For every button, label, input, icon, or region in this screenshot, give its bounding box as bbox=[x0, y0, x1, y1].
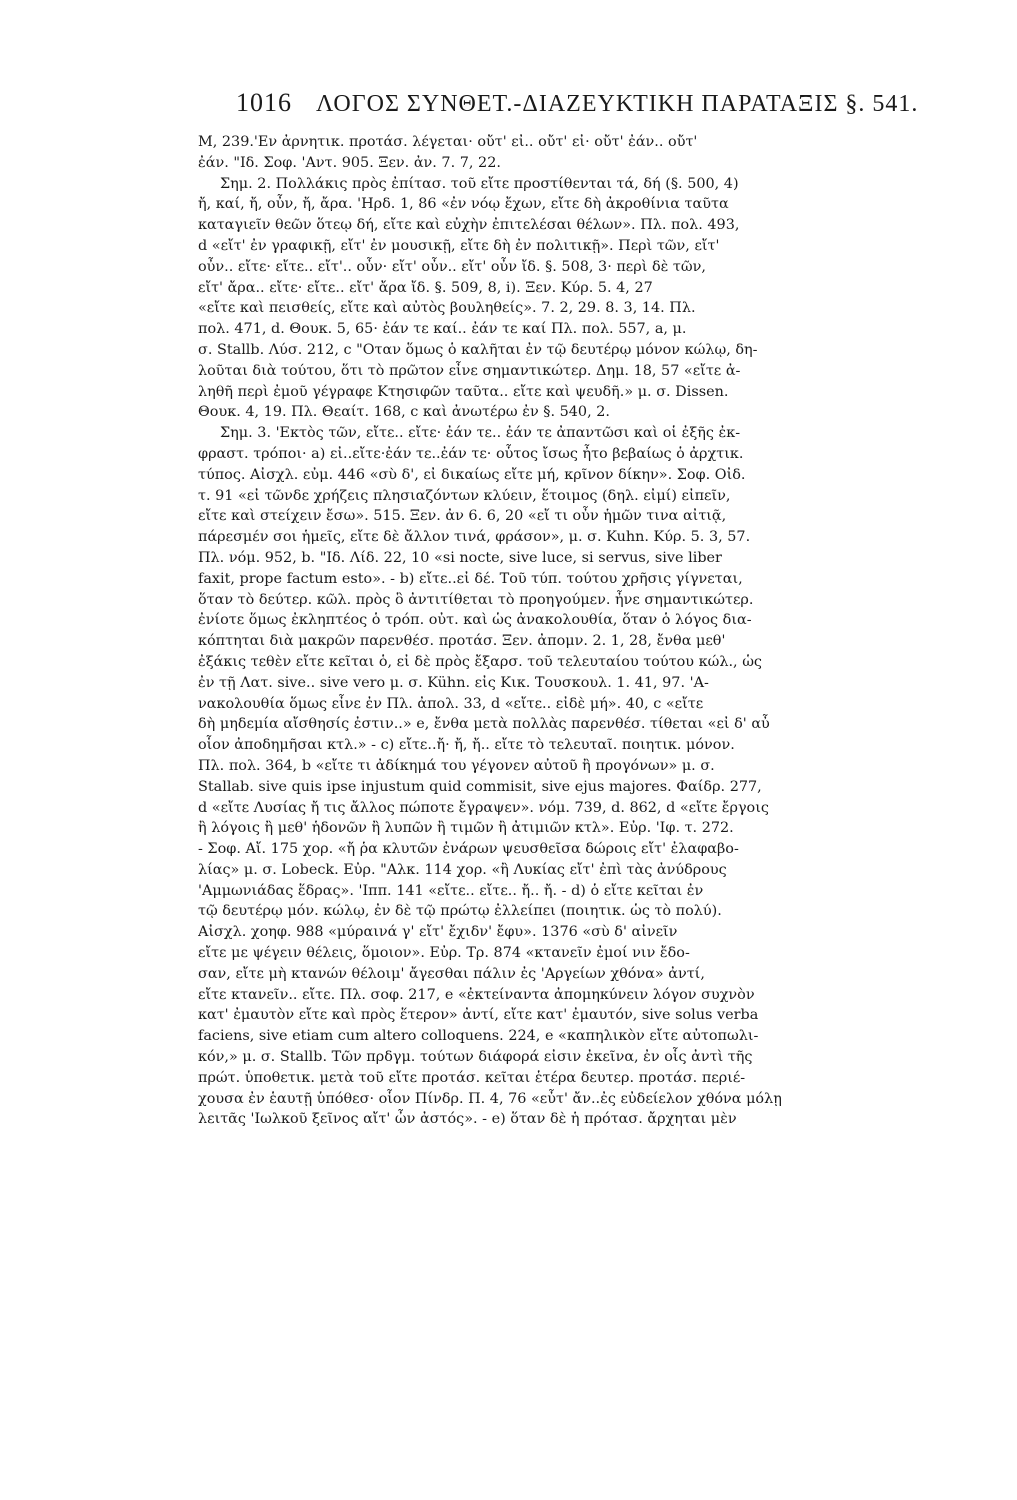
text-line: ἐάν. "Ιδ. Σοφ. 'Αντ. 905. Ξεν. ἀν. 7. 7, 22. bbox=[198, 154, 501, 171]
text-line: ἐνίοτε ὅμως ἐκληπτέος ὁ τρόπ. οὐτ. καὶ ὡς ἀνακολουθία, ὅταν ὁ λόγος δια- bbox=[198, 612, 752, 629]
text-line: φραστ. τρόποι· a) εἰ..εἴτε·ἐάν τε..ἐάν τε· οὗτος ἴσως ἦτο βεβαίως ὁ ἀρχτικ. bbox=[198, 445, 744, 462]
text-line: Σημ. 3. 'Εκτὸς τῶν, εἴτε.. εἴτε· ἐάν τε.. ἐάν τε ἀπαντῶσι καὶ οἱ ἐξῆς ἐκ- bbox=[220, 425, 741, 442]
text-line: - Σοφ. Αἴ. 175 χορ. «ἤ ῥα κλυτῶν ἐνάρων ψευσθεῖσα δώροις εἴτ' ἐλαφαβο- bbox=[198, 841, 739, 858]
text-line: d «εἴτ' ἐν γραφικῇ, εἴτ' ἐν μουσικῇ, εἴτε δὴ ἐν πολιτικῇ». Περὶ τῶν, εἴτ' bbox=[198, 237, 720, 254]
text-line: σαν, εἴτε μὴ κτανών θέλοιμ' ἄγεσθαι πάλιν ἐς 'Αργείων χθόνα» ἀντί, bbox=[198, 965, 705, 982]
text-line: χουσα ἐν ἑαυτῇ ὑπόθεσ· οἷον Πίνδρ. Π. 4, 76 «εὖτ' ἄν..ἐς εὐδείελον χθόνα μόλῃ bbox=[198, 1090, 782, 1107]
text-line: 'Αμμωνιάδας ἕδρας». 'Ιππ. 141 «εἴτε.. εἴτε.. ἤ.. ἤ. - d) ὁ εἴτε κεῖται ἐν bbox=[198, 882, 704, 899]
text-line: Θουκ. 4, 19. Πλ. Θεαίτ. 168, c καὶ ἀνωτέρω ἐν §. 540, 2. bbox=[198, 404, 610, 421]
text-line: d «εἴτε Λυσίας ἤ τις ἄλλος πώποτε ἔγραψεν». νόμ. 739, d. 862, d «εἴτε ἔργοις bbox=[198, 799, 769, 816]
text-line: ἐξάκις τεθὲν εἴτε κεῖται ὁ, εἰ δὲ πρὸς ἔξαρσ. τοῦ τελευταίου τούτου κώλ., ὡς bbox=[198, 653, 762, 670]
text-line: δὴ μηδεμία αἴσθησίς ἐστιν..» e, ἔνθα μετὰ πολλὰς παρενθέσ. τίθεται «εἰ δ' αὖ bbox=[198, 716, 770, 733]
text-line: Αἰσχλ. χοηφ. 988 «μύραινά γ' εἴτ' ἔχιδν' ἔφυ». 1376 «σὺ δ' αἰνεῖν bbox=[198, 924, 678, 941]
text-line: κόν,» μ. σ. Stallb. Τῶν πρδγμ. τούτων διάφορά εἰσιν ἐκεῖνα, ἐν οἷς ἀντὶ τῆς bbox=[198, 1049, 753, 1066]
text-line: «εἴτε καὶ πεισθείς, εἴτε καὶ αὐτὸς βουληθείς». 7. 2, 29. 8. 3, 14. Πλ. bbox=[198, 300, 696, 317]
text-line: λοῦται διὰ τούτου, ὅτι τὸ πρῶτον εἶνε σημαντικώτερ. Δημ. 18, 57 «εἴτε ἀ- bbox=[198, 362, 741, 379]
text-line: M, 239.'Εν ἀρνητικ. προτάσ. λέγεται· οὔτ' εἰ.. οὔτ' εἰ· οὔτ' ἐάν.. οὔτ' bbox=[198, 134, 698, 150]
text-line: ἤ, καί, ἤ, οὖν, ἤ, ἄρα. 'Ηρδ. 1, 86 «ἐν νόῳ ἔχων, εἴτε δὴ ἀκροθίνια ταῦτα bbox=[198, 196, 729, 213]
text-line: faciens, sive etiam cum altero colloquens. 224, e «καπηλικὸν εἴτε αὐτοπωλι- bbox=[198, 1028, 759, 1045]
body-text bbox=[198, 132, 908, 1130]
text-line: τῷ δευτέρῳ μόν. κώλῳ, ἐν δὲ τῷ πρώτῳ ἐλλείπει (ποιητικ. ὡς τὸ πολύ). bbox=[198, 903, 722, 920]
text-line: τ. 91 «εἰ τῶνδε χρήζεις πλησιαζόντων κλύειν, ἕτοιμος (δηλ. εἰμί) εἰπεῖν, bbox=[198, 487, 731, 504]
page-number: 1016 bbox=[236, 88, 292, 117]
text-line: τύπος. Αἰσχλ. εὐμ. 446 «σὺ δ', εἰ δικαίως εἴτε μή, κρῖνον δίκην». Σοφ. Οἰδ. bbox=[198, 466, 746, 483]
text-line: καταγιεῖν θεῶν ὅτεῳ δή, εἴτε καὶ εὐχὴν ἐπιτελέσαι θέλων». Πλ. πολ. 493, bbox=[198, 217, 740, 234]
text-line: πάρεσμέν σοι ἡμεῖς, εἴτε δὲ ἄλλον τινά, φράσον», μ. σ. Kuhn. Κύρ. 5. 3, 57. bbox=[198, 529, 751, 546]
text-line: Σημ. 2. Πολλάκις πρὸς ἐπίτασ. τοῦ εἴτε προστίθενται τά, δή (§. 500, 4) bbox=[220, 175, 739, 192]
text-line: ληθῆ περὶ ἐμοῦ γέγραφε Κτησιφῶν ταῦτα.. εἴτε καὶ ψευδῆ.» μ. σ. Dissen. bbox=[198, 383, 729, 400]
text-line: ἢ λόγοις ἢ μεθ' ἡδονῶν ἢ λυπῶν ἢ τιμῶν ἢ ἀτιμιῶν κτλ». Εὐρ. 'Ιφ. τ. 272. bbox=[198, 820, 734, 837]
page-header bbox=[236, 88, 936, 128]
text-line: οἷον ἀποδημῆσαι κτλ.» - c) εἴτε..ἤ· ἤ, ἤ.. εἴτε τὸ τελευταῖ. ποιητικ. μόνον. bbox=[198, 737, 735, 754]
text-line: πρώτ. ὑποθετικ. μετὰ τοῦ εἴτε προτάσ. κεῖται ἑτέρα δευτερ. προτάσ. περιέ- bbox=[198, 1069, 746, 1086]
text-line: κόπτηται διὰ μακρῶν παρενθέσ. προτάσ. Ξεν. ἀπομν. 2. 1, 28, ἔνθα μεθ' bbox=[198, 633, 726, 650]
text-line: εἴτε με ψέγειν θέλεις, ὅμοιον». Εὐρ. Τρ. 874 «κτανεῖν ἐμοί νιν ἔδο- bbox=[198, 945, 690, 962]
text-line: ὅταν τὸ δεύτερ. κῶλ. πρὸς ὃ ἀντιτίθεται τὸ προηγούμεν. ἦνε σημαντικώτερ. bbox=[198, 591, 754, 608]
text-line: οὖν.. εἴτε· εἴτε.. εἴτ'.. οὖν· εἴτ' οὖν.. εἴτ' οὖν ἴδ. §. 508, 3· περὶ δὲ τῶν, bbox=[198, 258, 706, 275]
text-line: εἴτε καὶ στείχειν ἔσω». 515. Ξεν. ἀν 6. 6, 20 «εἴ τι οὖν ἡμῶν τινα αἰτιᾷ, bbox=[198, 508, 727, 525]
text-line: Stallab. sive quis ipse injustum quid commisit, sive ejus majores. Φαίδρ. 277, bbox=[198, 778, 762, 795]
text-line: λίας» μ. σ. Lobeck. Εὐρ. "Αλκ. 114 χορ. «ἢ Λυκίας εἴτ' ἐπὶ τὰς ἀνύδρους bbox=[198, 861, 727, 878]
running-head: ΛΟΓΟΣ ΣΥΝΘΕΤ.-ΔΙΑΖΕΥΚΤΙΚΗ ΠΑΡΑΤΑΞΙΣ §. 541. bbox=[316, 91, 919, 117]
text-line: εἴτ' ἄρα.. εἴτε· εἴτε.. εἴτ' ἄρα ἴδ. §. 509, 8, i). Ξεν. Κύρ. 5. 4, 27 bbox=[198, 279, 653, 296]
text-line: κατ' ἐμαυτὸν εἴτε καὶ πρὸς ἕτερον» ἀντί, εἴτε κατ' ἐμαυτόν, sive solus verba bbox=[198, 1007, 759, 1024]
text-line: πολ. 471, d. Θουκ. 5, 65· ἐάν τε καί.. ἐάν τε καί Πλ. πολ. 557, a, μ. bbox=[198, 321, 687, 338]
text-line: ἐν τῇ Λατ. sive.. sive vero μ. σ. Kühn. εἰς Κικ. Τουσκουλ. 1. 41, 97. 'Α- bbox=[198, 674, 709, 691]
text-line: Πλ. πολ. 364, b «εἴτε τι ἀδίκημά του γέγονεν αὐτοῦ ἢ προγόνων» μ. σ. bbox=[198, 757, 715, 774]
text-line: λειτᾶς 'Ιωλκοῦ ξεῖνος αἴτ' ὦν ἀστός». - e) ὅταν δὲ ἡ πρότασ. ἄρχηται μὲν bbox=[198, 1111, 737, 1128]
text-line: νακολουθία ὅμως εἶνε ἐν Πλ. ἀπολ. 33, d «εἴτε.. εἰδὲ μή». 40, c «εἴτε bbox=[198, 695, 704, 712]
text-line: σ. Stallb. Λύσ. 212, c "Οταν ὅμως ὁ καλῆται ἐν τῷ δευτέρῳ μόνον κώλῳ, δη- bbox=[198, 341, 758, 358]
text-line: εἴτε κτανεῖν.. εἴτε. Πλ. σοφ. 217, e «ἐκτείναντα ἀπομηκύνειν λόγον συχνὸν bbox=[198, 986, 755, 1003]
text-line: Πλ. νόμ. 952, b. "Ιδ. Λίδ. 22, 10 «si nocte, sive luce, si servus, sive liber bbox=[198, 549, 722, 566]
text-line: faxit, prope factum esto». - b) εἴτε..εἰ δέ. Τοῦ τύπ. τούτου χρῆσις γίγνεται, bbox=[198, 570, 743, 587]
